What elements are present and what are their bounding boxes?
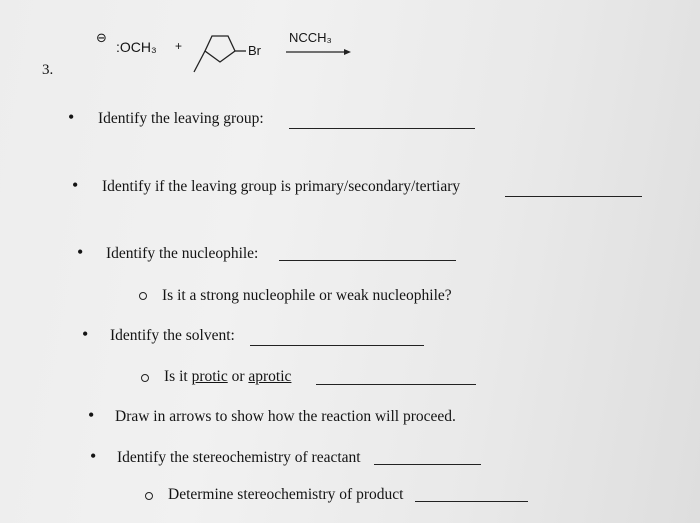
methoxide-label: :OCH₃ bbox=[116, 39, 157, 55]
product-stereochemistry-prompt: Determine stereochemistry of product bbox=[168, 486, 404, 503]
leaving-group-degree-answer-blank[interactable] bbox=[505, 196, 642, 197]
aprotic-word: aprotic bbox=[248, 368, 292, 385]
bromine-label: Br bbox=[248, 43, 261, 58]
draw-arrows-prompt: Draw in arrows to show how the reaction will proceed. bbox=[115, 408, 456, 425]
bullet-icon: • bbox=[82, 324, 89, 344]
protic-word: protic bbox=[191, 368, 228, 385]
product-stereochemistry-answer-blank[interactable] bbox=[415, 501, 528, 502]
reaction-scheme bbox=[90, 22, 370, 82]
leaving-group-answer-blank[interactable] bbox=[289, 128, 475, 129]
protic-aprotic-prompt: Is it protic or aprotic bbox=[164, 368, 292, 385]
nucleophile-strength-prompt: Is it a strong nucleophile or weak nucleophile? bbox=[162, 287, 452, 304]
bullet-icon: • bbox=[90, 446, 97, 466]
solvent-prompt: Identify the solvent: bbox=[110, 327, 235, 344]
hollow-bullet-icon bbox=[145, 492, 153, 500]
nucleophile-prompt: Identify the nucleophile: bbox=[106, 245, 259, 262]
solvent-label: NCCH₃ bbox=[289, 30, 332, 45]
hollow-bullet-icon bbox=[141, 374, 149, 382]
negative-charge-icon: ⊖ bbox=[96, 30, 107, 45]
reactant-stereochemistry-answer-blank[interactable] bbox=[374, 464, 481, 465]
reaction-arrow-icon bbox=[286, 48, 352, 56]
leaving-group-prompt: Identify the leaving group: bbox=[98, 110, 264, 127]
protic-aprotic-answer-blank[interactable] bbox=[316, 384, 476, 385]
hollow-bullet-icon bbox=[139, 292, 147, 300]
bullet-icon: • bbox=[77, 242, 84, 262]
bullet-icon: • bbox=[88, 405, 95, 425]
cyclopentane-ring-icon bbox=[192, 30, 252, 82]
leaving-group-degree-prompt: Identify if the leaving group is primary/secondary/tertiary bbox=[102, 178, 461, 195]
reactant-stereochemistry-prompt: Identify the stereochemistry of reactant bbox=[117, 449, 361, 466]
bullet-icon: • bbox=[72, 175, 79, 195]
nucleophile-answer-blank[interactable] bbox=[279, 260, 456, 261]
bullet-icon: • bbox=[68, 107, 75, 127]
solvent-answer-blank[interactable] bbox=[250, 345, 424, 346]
question-number: 3. bbox=[42, 62, 54, 78]
plus-sign: + bbox=[175, 39, 183, 53]
